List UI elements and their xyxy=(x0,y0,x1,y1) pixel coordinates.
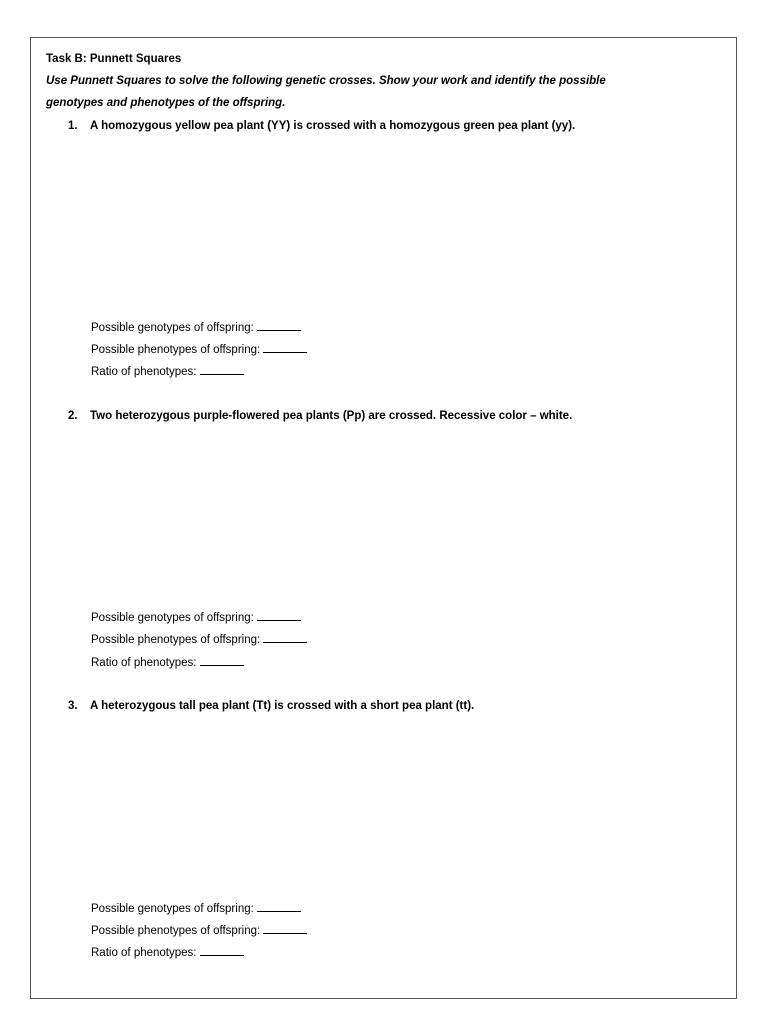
question-text: A heterozygous tall pea plant (Tt) is crossed with a short pea plant (tt). xyxy=(90,700,475,712)
question-1 xyxy=(68,119,575,133)
answer-ratio-2 xyxy=(91,655,244,670)
answer-genotypes-1 xyxy=(91,320,301,335)
answer-label: Possible phenotypes of offspring: xyxy=(91,634,261,646)
instructions-line-1: Use Punnett Squares to solve the following genetic crosses. Show your work and identify the possible xyxy=(46,75,606,87)
answer-label: Ratio of phenotypes: xyxy=(91,657,197,669)
answer-label: Possible genotypes of offspring: xyxy=(91,612,254,624)
question-2 xyxy=(68,409,572,423)
answer-blank[interactable] xyxy=(257,901,301,912)
answer-blank[interactable] xyxy=(200,655,244,666)
answer-label: Possible genotypes of offspring: xyxy=(91,322,254,334)
answer-ratio-1 xyxy=(91,364,244,379)
question-number: 2. xyxy=(68,410,78,422)
answer-blank[interactable] xyxy=(257,610,301,621)
answer-blank[interactable] xyxy=(257,320,301,331)
answer-label: Possible genotypes of offspring: xyxy=(91,903,254,915)
answer-label: Ratio of phenotypes: xyxy=(91,947,197,959)
question-number: 1. xyxy=(68,120,78,132)
task-title: Task B: Punnett Squares xyxy=(46,53,182,65)
answer-genotypes-2 xyxy=(91,610,301,625)
answer-blank[interactable] xyxy=(200,945,244,956)
question-3 xyxy=(68,699,474,713)
answer-label: Ratio of phenotypes: xyxy=(91,366,197,378)
page-border xyxy=(30,37,737,999)
answer-blank[interactable] xyxy=(263,632,307,643)
answer-blank[interactable] xyxy=(200,364,244,375)
answer-blank[interactable] xyxy=(263,923,307,934)
answer-genotypes-3 xyxy=(91,901,301,916)
answer-label: Possible phenotypes of offspring: xyxy=(91,344,261,356)
question-number: 3. xyxy=(68,700,78,712)
answer-phenotypes-3 xyxy=(91,923,307,938)
answer-ratio-3 xyxy=(91,945,244,960)
answer-phenotypes-2 xyxy=(91,632,307,647)
answer-label: Possible phenotypes of offspring: xyxy=(91,925,261,937)
answer-phenotypes-1 xyxy=(91,342,307,357)
question-text: Two heterozygous purple-flowered pea plants (Pp) are crossed. Recessive color – white. xyxy=(90,410,573,422)
answer-blank[interactable] xyxy=(263,342,307,353)
question-text: A homozygous yellow pea plant (YY) is crossed with a homozygous green pea plant (yy). xyxy=(90,120,576,132)
instructions-line-2: genotypes and phenotypes of the offspring. xyxy=(46,97,286,109)
